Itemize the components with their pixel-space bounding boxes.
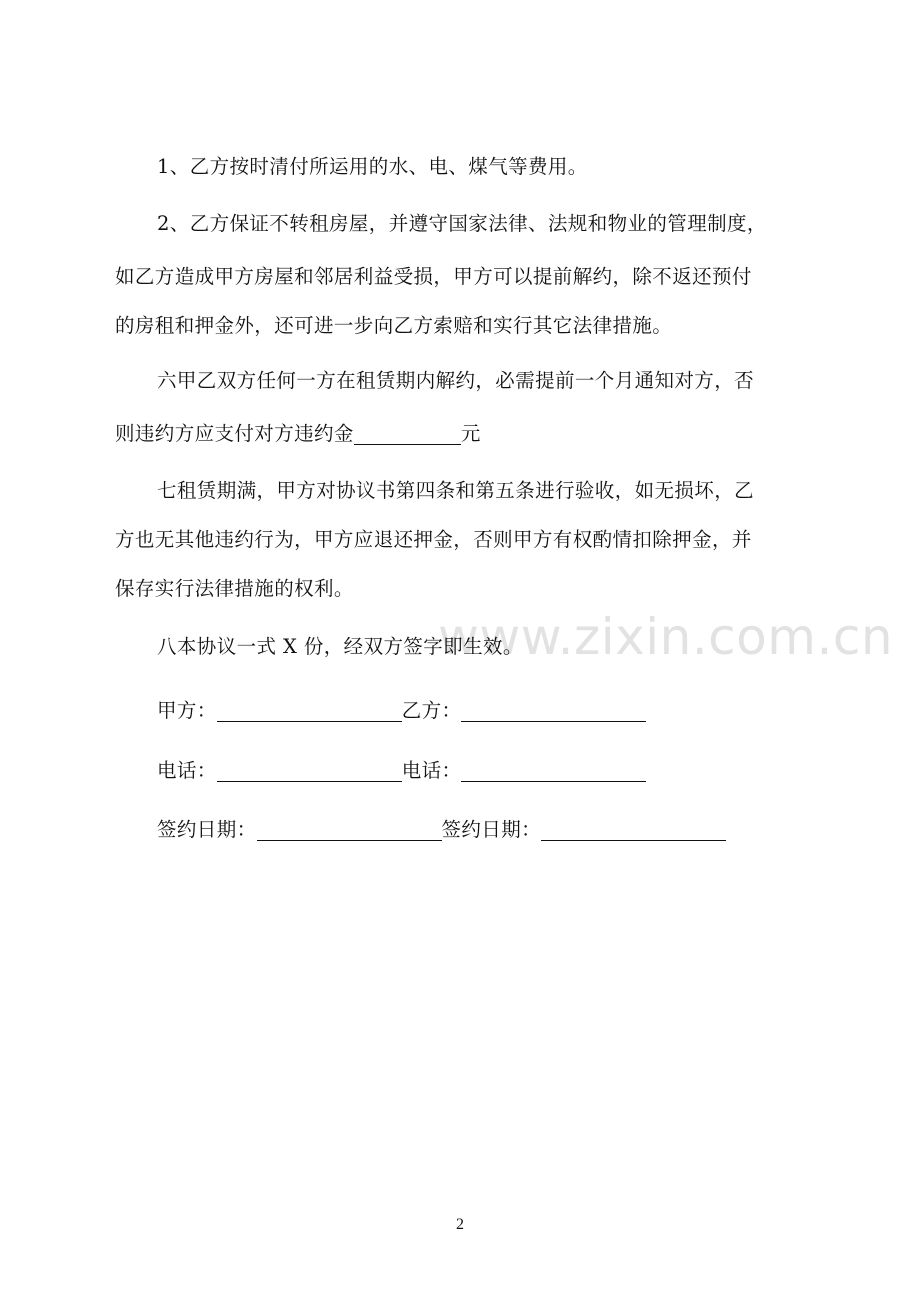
party-row xyxy=(157,701,646,721)
date-b-blank[interactable] xyxy=(541,821,726,841)
party-b-label: 乙方： xyxy=(401,699,462,722)
phone-b-label: 电话： xyxy=(401,759,462,782)
date-row xyxy=(157,820,726,840)
clause-2-line-2: 如乙方造成甲方房屋和邻居利益受损，甲方可以提前解约，除不返还预付 xyxy=(115,265,752,288)
clause-7-line-1: 七租赁期满，甲方对协议书第四条和第五条进行验收，如无损坏，乙 xyxy=(157,479,755,502)
party-a-label: 甲方： xyxy=(157,699,217,722)
clause-8: 八本协议一式 X 份，经双方签字即生效。 xyxy=(157,635,523,658)
clause-6-text: 则违约方应支付对方违约金 xyxy=(115,422,354,445)
clause-6-unit: 元 xyxy=(460,422,481,445)
penalty-amount-blank[interactable] xyxy=(354,425,461,445)
date-a-label: 签约日期： xyxy=(157,818,257,841)
clause-2-line-3: 的房租和押金外，还可进一步向乙方索赔和实行其它法律措施。 xyxy=(115,314,673,337)
clause-6-line-1: 六甲乙双方任何一方在租赁期内解约，必需提前一个月通知对方，否 xyxy=(157,369,755,392)
date-a-blank[interactable] xyxy=(257,821,442,841)
date-b-label: 签约日期： xyxy=(441,818,542,841)
watermark: www.zixin.com.cn xyxy=(438,608,894,666)
clause-7-line-2: 方也无其他违约行为，甲方应退还押金，否则甲方有权酌情扣除押金，并 xyxy=(115,528,752,551)
clause-6-line-2 xyxy=(115,424,481,444)
clause-2-line-1: 2、乙方保证不转租房屋，并遵守国家法律、法规和物业的管理制度， xyxy=(157,212,767,235)
phone-a-blank[interactable] xyxy=(217,762,402,782)
phone-a-label: 电话： xyxy=(157,759,217,782)
clause-1: 1、乙方按时清付所运用的水、电、煤气等费用。 xyxy=(157,155,588,178)
phone-b-blank[interactable] xyxy=(461,762,646,782)
page-number: 2 xyxy=(456,1216,464,1233)
party-a-blank[interactable] xyxy=(217,702,402,722)
party-b-blank[interactable] xyxy=(461,702,646,722)
clause-7-line-3: 保存实行法律措施的权利。 xyxy=(115,577,354,600)
phone-row xyxy=(157,761,646,781)
